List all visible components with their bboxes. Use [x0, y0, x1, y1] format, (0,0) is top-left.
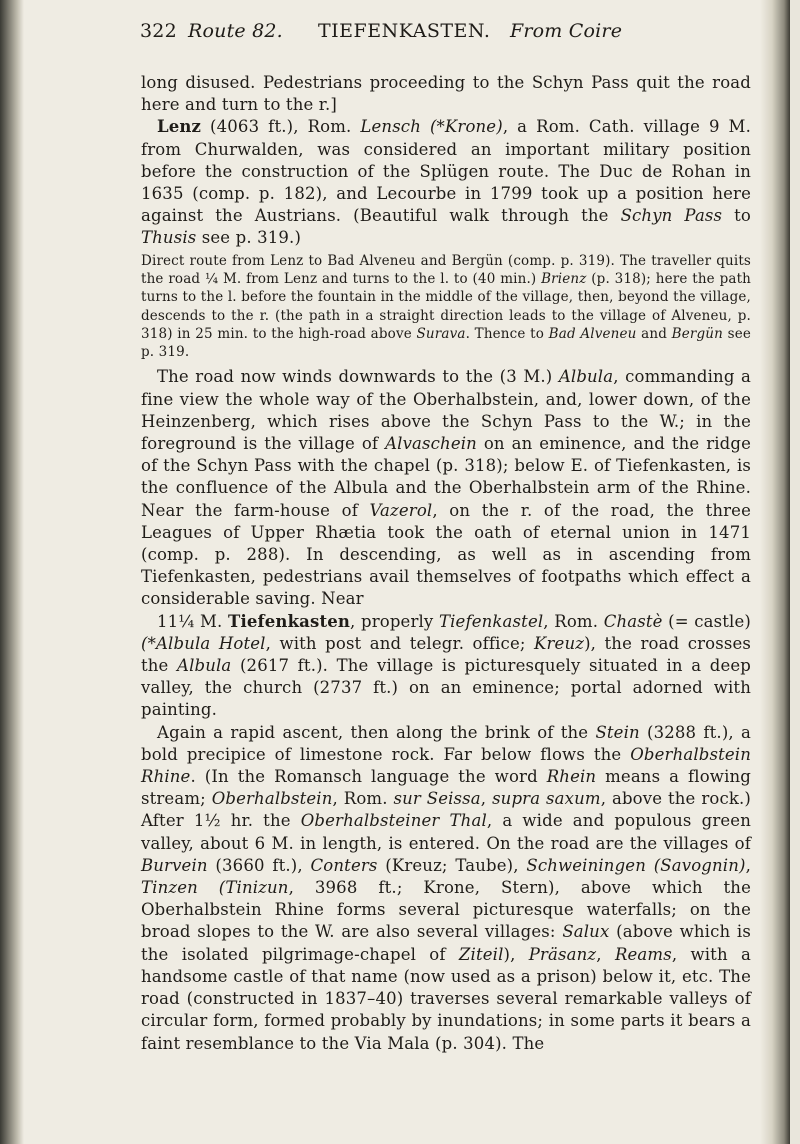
- text-run: on an eminence, and the ridge of the Schyn Pass with the chapel (p. 318); below E. of Tiefenkasten, is the confluence of the Albula and the Oberhalbstein arm of the Rhine. Near the farm-house of: [141, 434, 751, 520]
- text-run: , Rom.: [332, 789, 394, 809]
- route-label: Route 82.: [188, 20, 283, 42]
- italic-term: Schweiningen (Savognin): [526, 855, 746, 875]
- text-run: ,: [480, 789, 493, 809]
- text-run: 11¼ M.: [157, 611, 229, 631]
- paragraph: [141, 366, 751, 610]
- italic-term: sur Seissa: [393, 789, 481, 809]
- italic-term: Salux: [562, 922, 610, 942]
- italic-term: Bad Alveneu: [548, 325, 637, 342]
- text-run: Direct route from Lenz to Bad Alveneu and Bergün (comp. p. 319). The traveller quits the road ¼ M. from Lenz and turns to the l. to (40 min.): [141, 252, 751, 287]
- text-run: , with a handsome castle of that name (now used as a prison) below it, etc. The road (constructed in 1837–40) traverses several remarkable valleys of circular form, formed probably by inundations; in some parts it bears a faint resemblance to the Via Mala (p. 304). The: [141, 944, 751, 1053]
- body-text: [141, 72, 751, 1055]
- paragraph: [141, 722, 751, 1055]
- italic-term: Lensch (*Krone): [360, 117, 503, 137]
- small-print-paragraph: [141, 252, 751, 362]
- text-run: , with post and telegr. office;: [265, 633, 535, 653]
- italic-term: Albula: [177, 656, 232, 676]
- bold-term: Tiefenkasten: [228, 611, 351, 631]
- text-run: . (In the Romansch language the word: [190, 767, 547, 787]
- bold-term: Lenz: [157, 117, 202, 137]
- italic-term: Thusis: [141, 228, 197, 248]
- italic-term: Kreuz: [534, 633, 585, 653]
- text-run: see p. 319.): [196, 228, 302, 248]
- text-run: , on the r. of the road, the three Leagues of Upper Rhætia took the oath of eternal union in 1471 (comp. p. 288). In descending, as well as in ascending from Tiefenkasten, pedestrians avail themselves of footpaths which effect a considerable saving. Near: [141, 500, 751, 609]
- italic-term: Alvaschein: [385, 434, 477, 454]
- italic-term: Conters: [310, 855, 378, 875]
- italic-term: Schyn Pass: [620, 206, 723, 226]
- italic-term: Tinzen (Tinizun: [141, 878, 289, 898]
- text-run: , commanding a fine view the whole way of the Oberhalbstein, and, lower down, of the Heinzenberg, which rises above the Schyn Pass to the W.; in the foreground is the village of: [141, 367, 751, 454]
- text-run: Again a rapid ascent, then along the brink of the: [157, 722, 596, 742]
- italic-term: Ziteil: [458, 944, 504, 964]
- italic-term: Oberhalbstein Rhine: [141, 744, 751, 787]
- text-run: see p. 319.: [141, 325, 751, 361]
- paragraph: [141, 611, 751, 722]
- italic-term: Burvein: [141, 855, 208, 875]
- text-run: The road now winds downwards to the (3 M.): [157, 367, 559, 387]
- text-run: means a flowing stream;: [141, 767, 751, 809]
- page-edge-shadow: [760, 0, 790, 1144]
- text-run: (2617 ft.). The village is picturesquely situated in a deep valley, the church (2737 ft.) on an eminence; portal adorned with painting.: [141, 656, 752, 720]
- text-run: to: [722, 206, 752, 226]
- text-run: ,: [596, 944, 615, 964]
- italic-term: Stein: [595, 722, 640, 742]
- text-run: ),: [503, 944, 529, 964]
- text-run: , Rom.: [543, 611, 604, 631]
- text-run: (4063 ft.), Rom.: [201, 117, 361, 137]
- text-run: ), the road crosses the: [141, 633, 751, 676]
- italic-term: Bergün: [671, 325, 723, 342]
- text-run: , a wide and populous green valley, about 6 M. in length, is entered. On the road are the villages of: [141, 811, 751, 853]
- page-gutter-shadow: [0, 0, 24, 1144]
- running-header: [140, 20, 740, 48]
- header-title: TIEFENKASTEN.: [318, 20, 491, 42]
- text-run: ,: [745, 855, 751, 875]
- text-run: and: [636, 325, 672, 342]
- italic-term: Tiefenkastel: [438, 611, 544, 631]
- italic-term: Vazerol: [369, 500, 433, 520]
- text-run: , a Rom. Cath. village 9 M. from Churwalden, was considered an important military position before the construction of the Splügen route. The Duc de Rohan in 1635 (comp. p. 182), and Lecourbe in 1799 took up a position here against the Austrians. (Beautiful walk through the: [141, 117, 751, 226]
- italic-term: Oberhalbsteiner Thal: [300, 811, 487, 831]
- italic-term: Albula: [558, 367, 614, 387]
- text-run: (Kreuz; Taube),: [377, 855, 527, 875]
- italic-term: supra saxum: [492, 789, 601, 809]
- italic-term: Chastè: [603, 611, 663, 631]
- paragraph: [141, 72, 751, 116]
- italic-term: Präsanz: [528, 944, 597, 964]
- italic-term: Rhein: [546, 767, 597, 787]
- italic-term: Brienz: [541, 270, 587, 287]
- text-run: , 3968 ft.; Krone, Stern), above which the Oberhalbstein Rhine forms several picturesque waterfalls; on the broad slopes to the W. are also several villages:: [141, 878, 751, 942]
- text-run: . Thence to: [465, 325, 549, 342]
- text-run: (= castle): [662, 611, 751, 631]
- paragraph: [141, 116, 751, 249]
- text-run: (3660 ft.),: [207, 855, 311, 875]
- italic-term: (*Albula Hotel: [141, 633, 266, 653]
- text-run: (p. 318); here the path turns to the l. before the fountain in the middle of the village, then, beyond the village, descends to the r. (the path in a straight direction leads to the village of Alveneu, p. 318) in 25 min. to the high-road above: [141, 270, 751, 342]
- italic-term: Surava: [416, 325, 466, 342]
- header-from: From Coire: [510, 20, 623, 42]
- text-run: (above which is the isolated pilgrimage-chapel of: [141, 922, 751, 964]
- text-run: long disused. Pedestrians proceeding to the Schyn Pass quit the road here and turn to the r.]: [141, 73, 751, 115]
- italic-term: Oberhalbstein: [211, 789, 333, 809]
- text-run: (3288 ft.), a bold precipice of limestone rock. Far below flows the: [141, 722, 752, 764]
- text-run: , properly: [350, 611, 439, 631]
- page-number: 322: [140, 20, 177, 42]
- text-run: , above the rock.) After 1½ hr. the: [141, 789, 751, 831]
- italic-term: Reams: [614, 944, 672, 964]
